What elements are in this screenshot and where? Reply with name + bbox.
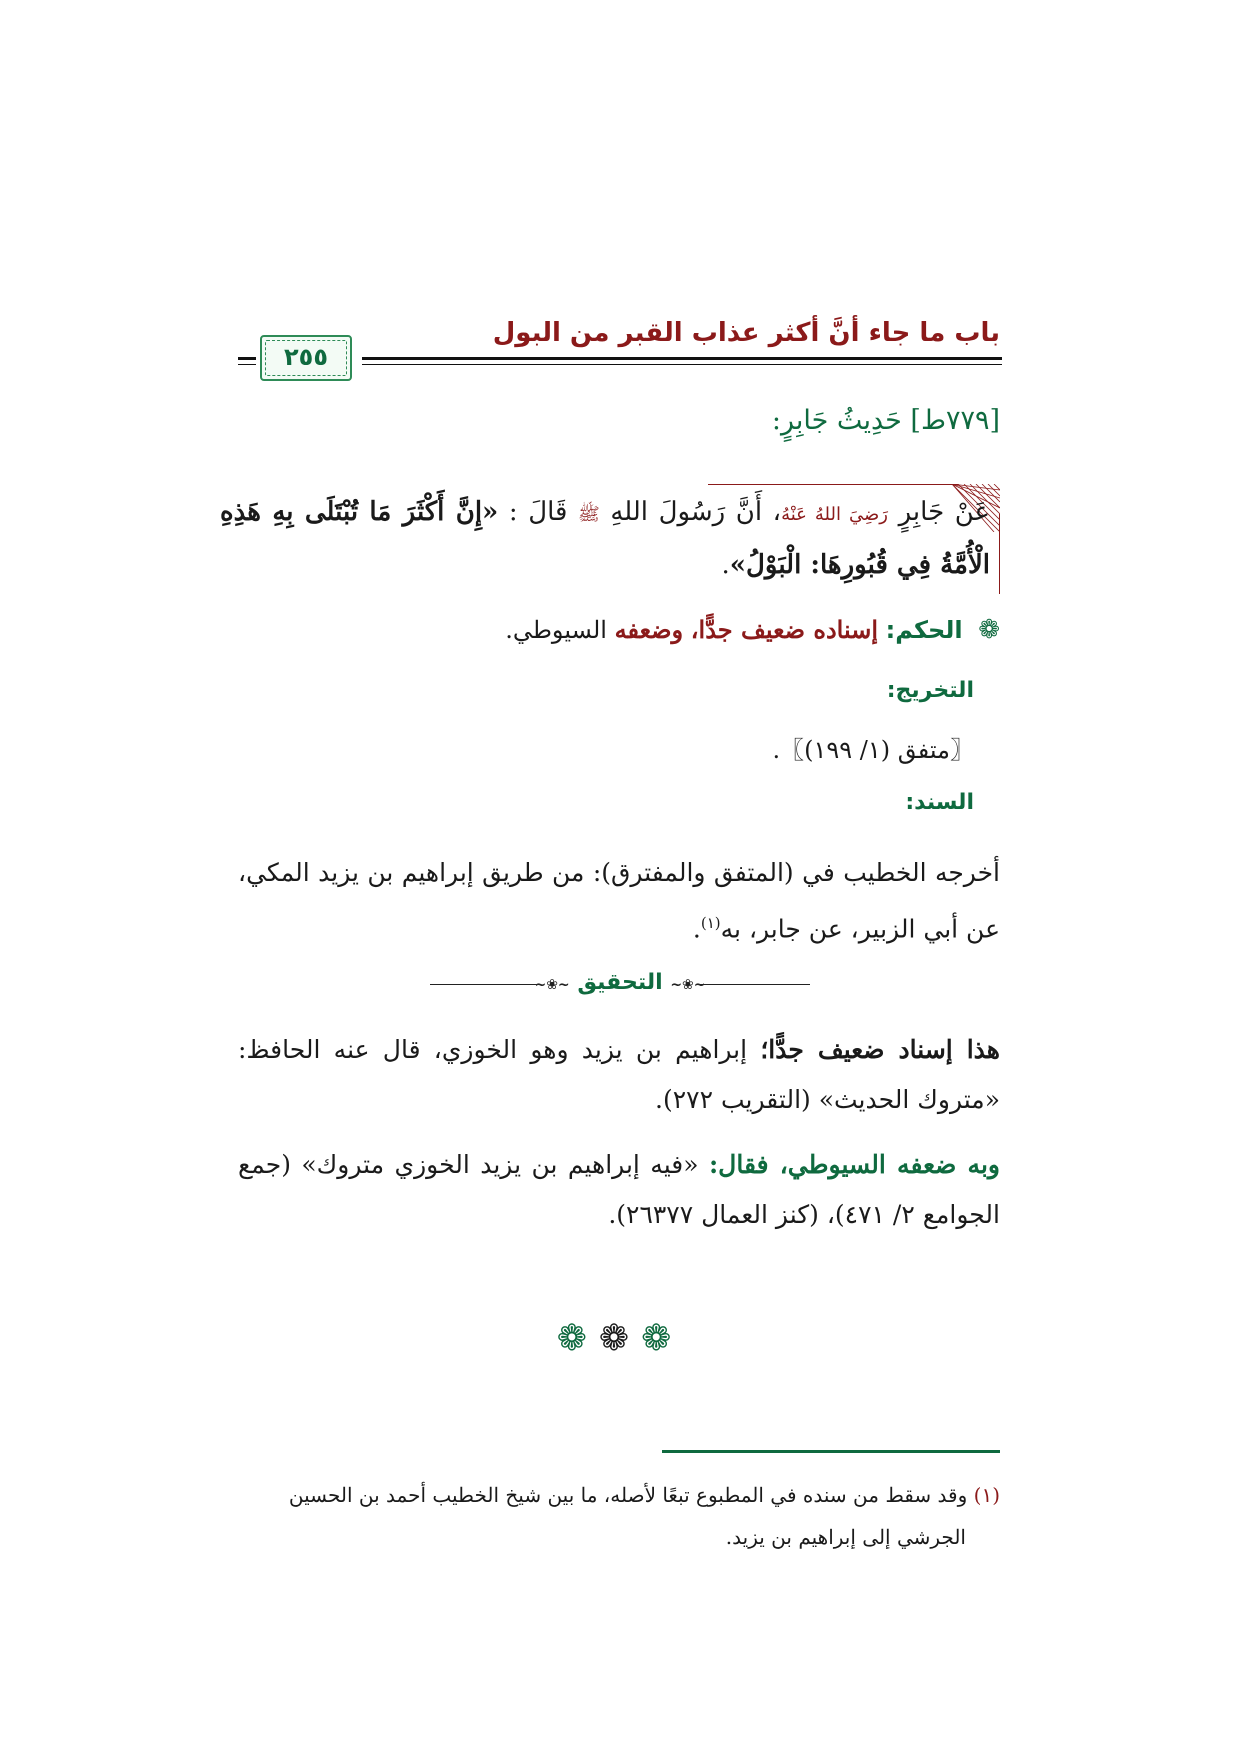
tahqiq-heading — [430, 970, 810, 995]
tahqiq-divider — [430, 970, 810, 1000]
star-icon: ❁ — [641, 1318, 684, 1359]
verdict-authority: السيوطي. — [505, 616, 607, 644]
footnote-number: (١) — [973, 1483, 1000, 1507]
footnote-line-2: الجرشي إلى إبراهيم بن يزيد. — [725, 1525, 966, 1549]
header-rule-left — [238, 357, 256, 360]
page-number-badge — [260, 335, 352, 381]
section-end-ornament — [0, 1318, 1240, 1359]
header-rule-right-thin — [362, 364, 1002, 365]
hadith-quote: «إِنَّ أَكْثَرَ مَا تُبْتَلَى بِهِ هَذِهِ الْأُمَّةُ فِي قُبُورِهَا: الْبَوْلُ» — [220, 497, 990, 580]
star-icon: ❁ — [598, 1318, 642, 1359]
narration-start: عَنْ جَابِرٍ — [898, 497, 991, 527]
prophet-honorific: ﷺ — [578, 504, 600, 525]
divider-ornament-right: ~❀~ — [670, 977, 706, 993]
quote-end: . — [721, 550, 730, 580]
sanad-paragraph — [238, 848, 1000, 954]
takhrij-heading: التخريج: — [886, 678, 974, 703]
narration-said: قَالَ : — [508, 497, 568, 527]
sanad-text: أخرجه الخطيب في (المتفق والمفترق): من طريق إبراهيم بن يزيد المكي، عن أبي الزبير، عن جابر، به — [238, 858, 1000, 944]
page-number: ٢٥٥ — [284, 343, 328, 371]
chapter-title: باب ما جاء أنَّ أكثر عذاب القبر من البول — [492, 318, 1000, 348]
tahqiq-paragraph-1 — [238, 1025, 1000, 1125]
footnote-reference[interactable]: (١) — [700, 914, 721, 932]
header-rule-right — [362, 357, 1002, 360]
footnote-line-1: وقد سقط من سنده في المطبوع تبعًا لأصله، ما بين شيخ الخطيب أحمد بن الحسين — [288, 1483, 968, 1507]
tahqiq-p1-rest: إبراهيم بن يزيد وهو الخوزي، قال عنه الحافظ: «متروك الحديث» (التقريب ٢٧٢). — [238, 1035, 1000, 1114]
sanad-end: . — [692, 914, 701, 944]
companion-honorific: رَضِيَ اللهُ عَنْهُ — [781, 504, 888, 525]
hadith-heading — [238, 405, 1000, 436]
narration-mid: ، أَنَّ رَسُولَ اللهِ — [610, 497, 782, 527]
footnote-rule — [662, 1450, 1000, 1453]
tahqiq-title: التحقيق — [577, 970, 663, 995]
divider-ornament-left: ~❀~ — [534, 977, 570, 993]
header-rule-left-thin — [238, 364, 256, 365]
footnote — [220, 1474, 1000, 1558]
flower-icon: ❁ — [978, 615, 1000, 645]
verdict-line — [238, 615, 1000, 645]
verdict-text: إسناده ضعيف جدًّا، — [690, 615, 878, 644]
verdict-weakened: وضعفه — [614, 615, 684, 644]
tahqiq-paragraph-2 — [238, 1140, 1000, 1240]
star-icon: ❁ — [556, 1318, 599, 1359]
tahqiq-p2-green: وبه ضعفه السيوطي، فقال: — [708, 1150, 1000, 1179]
hadith-narration — [220, 487, 990, 590]
frame-top-line — [708, 484, 958, 485]
sanad-heading: السند: — [905, 790, 974, 815]
hadith-number: [٧٧٩ط] — [910, 405, 1000, 436]
verdict-label: الحكم: — [885, 616, 963, 644]
hadith-title: حَدِيثُ جَابِرٍ: — [771, 405, 902, 436]
takhrij-reference: 〖متفق (١/ ١٩٩)〗. — [772, 736, 974, 764]
tahqiq-p1-bold: هذا إسناد ضعيف جدًّا؛ — [760, 1035, 1000, 1064]
tahqiq-p2-rest: «فيه إبراهيم بن يزيد الخوزي متروك» (جمع الجوامع ٢/ ٤٧١)، (كنز العمال ٢٦٣٧٧). — [238, 1150, 1000, 1229]
